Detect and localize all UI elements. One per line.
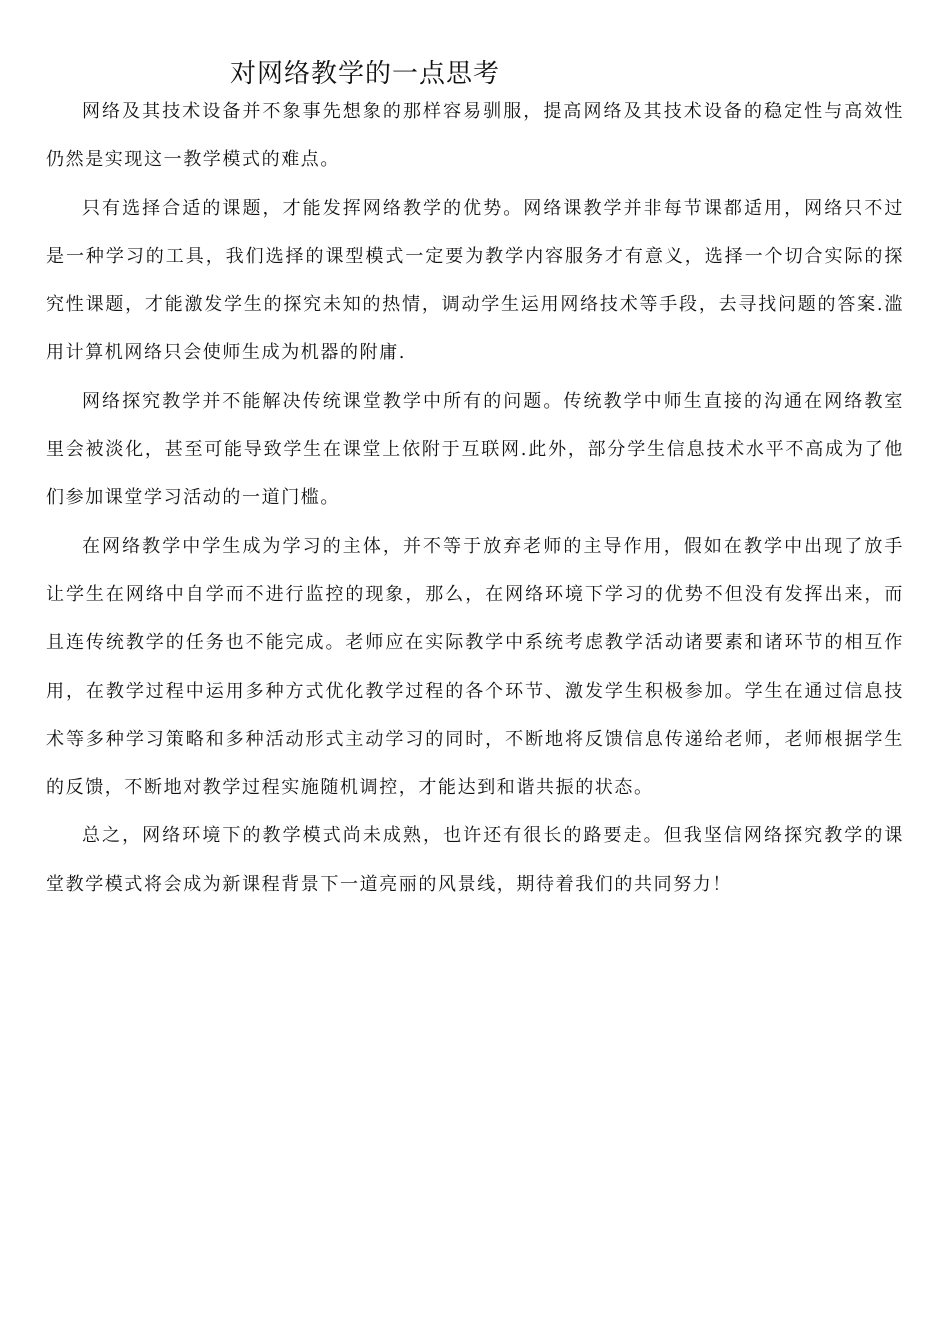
paragraph-4: 在网络教学中学生成为学习的主体，并不等于放弃老师的主导作用，假如在教学中出现了放手让学生在网络中自学而不进行监控的现象，那么，在网络环境下学习的优势不但没有发挥出来，而且连传统教学的任务也不能完成。老师应在实际教学中系统考虑教学活动诸要素和诸环节的相互作用，在教学过程中运用多种方式优化教学过程的各个环节、激发学生积极参加。学生在通过信息技术等多种学习策略和多种活动形式主动学习的同时，不断地将反馈信息传递给老师，老师根据学生的反馈，不断地对教学过程实施随机调控，才能达到和谐共振的状态。 — [46, 535, 904, 799]
paragraph-1: 网络及其技术设备并不象事先想象的那样容易驯服，提高网络及其技术设备的稳定性与高效性仍然是实现这一教学模式的难点。 — [46, 101, 904, 171]
paragraph-2: 只有选择合适的课题，才能发挥网络教学的优势。网络课教学并非每节课都适用，网络只不过是一种学习的工具，我们选择的课型模式一定要为教学内容服务才有意义，选择一个切合实际的探究性课题，才能激发学生的探究未知的热情，调动学生运用网络技术等手段，去寻找问题的答案.滥用计算机网络只会使师生成为机器的附庸. — [46, 197, 904, 364]
paragraph-3: 网络探究教学并不能解决传统课堂教学中所有的问题。传统教学中师生直接的沟通在网络教室里会被淡化，甚至可能导致学生在课堂上依附于互联网.此外，部分学生信息技术水平不高成为了他们参加课堂学习活动的一道门槛。 — [46, 390, 904, 509]
document-title: 对网络教学的一点思考 — [230, 59, 501, 89]
paragraph-5: 总之，网络环境下的教学模式尚未成熟，也许还有很长的路要走。但我坚信网络探究教学的课堂教学模式将会成为新课程背景下一道亮丽的风景线，期待着我们的共同努力！ — [46, 825, 904, 895]
document-body — [46, 88, 904, 909]
